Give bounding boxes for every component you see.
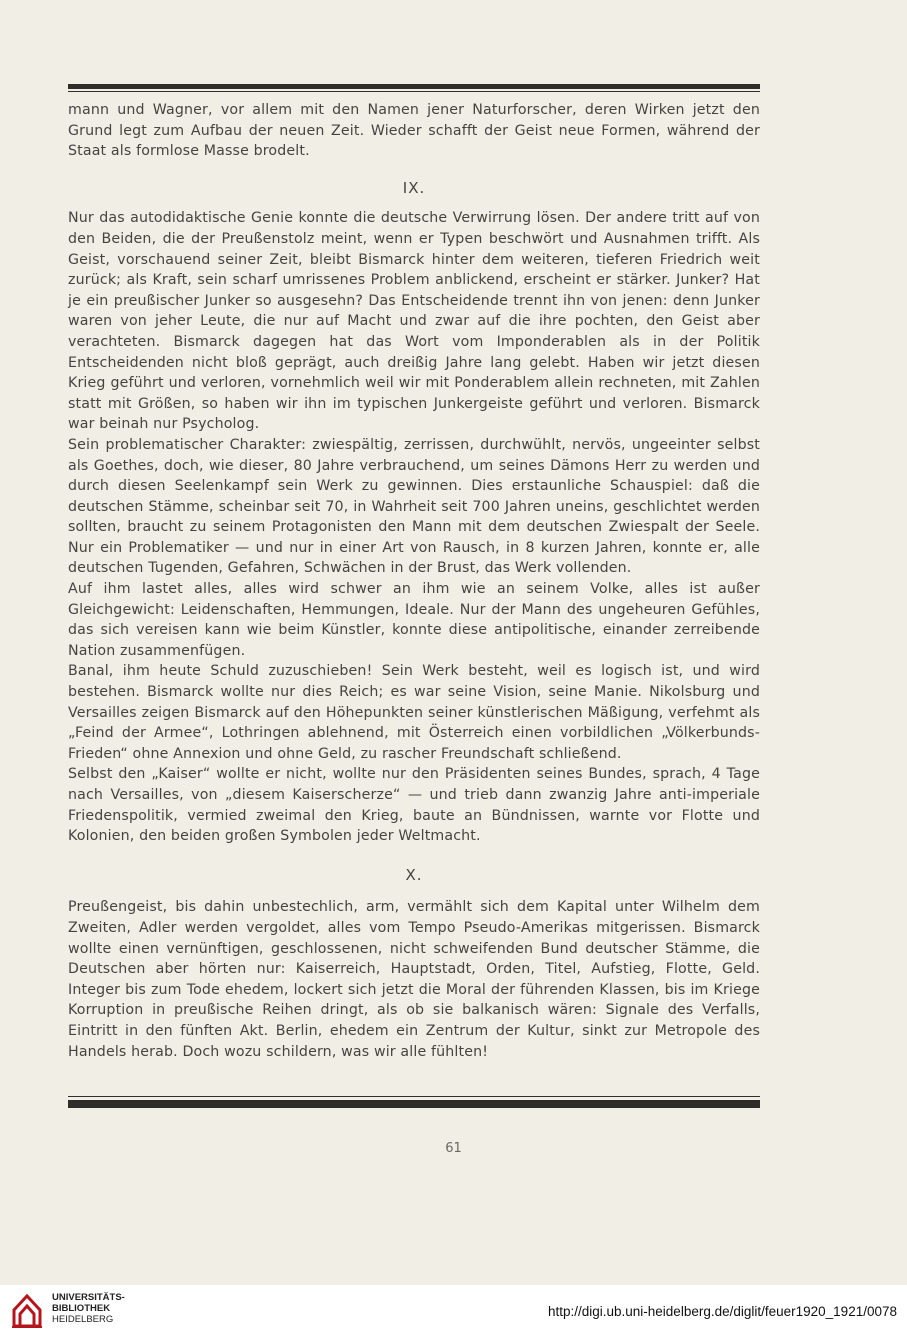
bottom-rule [68,1096,760,1097]
paragraph: Selbst den „Kaiser“ wollte er nicht, wollte nur den Präsidenten seines Bundes, sprach, 4 Tage nach Versailles, von „diesem Kaiserscherze“ — und trieb dann zwanzig Jahre anti-imperiale Friedenspolitik, vermied zweimal den Krieg, baute an Bündnissen, warnte vor Flotte und Kolonien, den beiden großen Symbolen jeder Weltmacht. [68,766,760,845]
library-name-line: UNIVERSITÄTS- [52,1292,125,1303]
paragraph: Nur das autodidaktische Genie konnte die deutsche Verwirrung lösen. Der andere tritt auf von den Beiden, die der Preußenstolz meint, wenn er Typen beschwört und Ausnahmen trifft. Als Geist, vorschauend seiner Zeit, bleibt Bismarck hinter dem weiteren, tieferen Friedrich weit zurück; als Kraft, sein scharf umrissenes Problem anblickend, erscheint er stärker. Junker? Hat je ein preußischer Junker so ausgesehn? Das Entscheidende trennt ihn von jenen: denn Junker waren von jeher Leute, die nur auf Macht und zwar auf die ihre pochten, den Geist aber verachteten. Bismarck dagegen hat das Wort vom Imponderablen als in der Politik Entscheidenden nicht bloß geprägt, auch dreißig Jahre lang gelebt. Haben wir jetzt diesen Krieg geführt und verloren, vornehmlich weil wir mit Ponderablem allein rechneten, mit Zahlen statt mit Größen, so haben wir ihn im typischen Junkergeiste geführt und verloren. Bismarck war beinah nur Psycholog. [68,210,760,433]
page-number: 61 [445,1141,462,1156]
paragraph: Auf ihm lastet alles, alles wird schwer an ihm wie an seinem Volke, alles ist außer Gleichgewicht: Leidenschaften, Hemmungen, Ideale. Nur der Mann des ungeheuren Gefühles, das sich vereisen kann wie beim Künstler, konnte diese antipolitische, einander zerreibende Nation zusammenfügen. [68,581,760,659]
body-text [68,100,760,1062]
library-name [52,1292,125,1325]
source-url-link[interactable]: http://digi.ub.uni-heidelberg.de/diglit/feuer1920_1921/0078 [547,1304,897,1319]
library-name-line: HEIDELBERG [52,1314,114,1325]
library-logo-icon [10,1290,44,1330]
paragraph: Preußengeist, bis dahin unbestechlich, arm, vermählt sich dem Kapital unter Wilhelm dem Zweiten, Adler werden vergoldet, alles vom Tempo Pseudo-Amerikas mitgerissen. Bismarck wollte einen vernünftigen, geschlossenen, nicht schweifenden Bund deutscher Stämme, die Deutschen aber hörten nur: Kaiserreich, Hauptstadt, Orden, Titel, Aufstieg, Flotte, Geld. Integer bis zum Tode ehedem, lockert sich jetzt die Moral der führenden Klassen, bis im Kriege Korruption in preußische Reihen dringt, als ob sie balkanisch wären: Signale des Verfalls, Eintritt in den fünften Akt. Berlin, ehedem ein Zentrum der Kultur, sinkt zur Metropole des Handels herab. Doch wozu schildern, was wir alle fühlten! [68,899,760,1060]
top-rule [68,84,760,89]
intro-paragraph: mann und Wagner, vor allem mit den Namen jener Naturforscher, deren Wirken jetzt den Grund legt zum Aufbau der neuen Zeit. Wieder schafft der Geist neue Formen, während der Staat als formlose Masse brodelt. [68,102,760,160]
paragraph: Banal, ihm heute Schuld zuzuschieben! Sein Werk besteht, weil es logisch ist, und wird bestehen. Bismarck wollte nur dies Reich; es war seine Vision, seine Manie. Nikolsburg und Versailles zeigen Bismarck auf den Höhepunkten seiner künstlerischen Mäßigung, verfehmt als „Feind der Armee“, Lothringen ablehnend, mit Österreich einen vorbildlichen „Völkerbunds-Frieden“ ohne Annexion und ohne Geld, zu rascher Freundschaft schließend. [68,663,760,762]
paragraph: Sein problematischer Charakter: zwiespältig, zerrissen, durchwühlt, nervös, ungeeinter selbst als Goethes, doch, wie dieser, 80 Jahre verbrauchend, um seines Dämons Herr zu werden und durch diesen Seelenkampf sein Werk zu gewinnen. Dies erstaunliche Schauspiel: daß die deutschen Stämme, scheinbar seit 70, in Wahrheit seit 700 Jahren uneins, geschlichtet werden sollten, braucht zu seinem Protagonisten den Mann mit dem deutschen Zwiespalt der Seele. Nur ein Problematiker — und nur in einer Art von Rausch, in 8 kurzen Jahren, konnte er, alle deutschen Tugenden, Gefahren, Schwächen in der Brust, das Werk vollenden. [68,436,760,577]
library-name-line: BIBLIOTHEK [52,1303,111,1314]
section-heading-x: X. [405,865,423,884]
section-heading-ix: IX. [402,178,426,197]
